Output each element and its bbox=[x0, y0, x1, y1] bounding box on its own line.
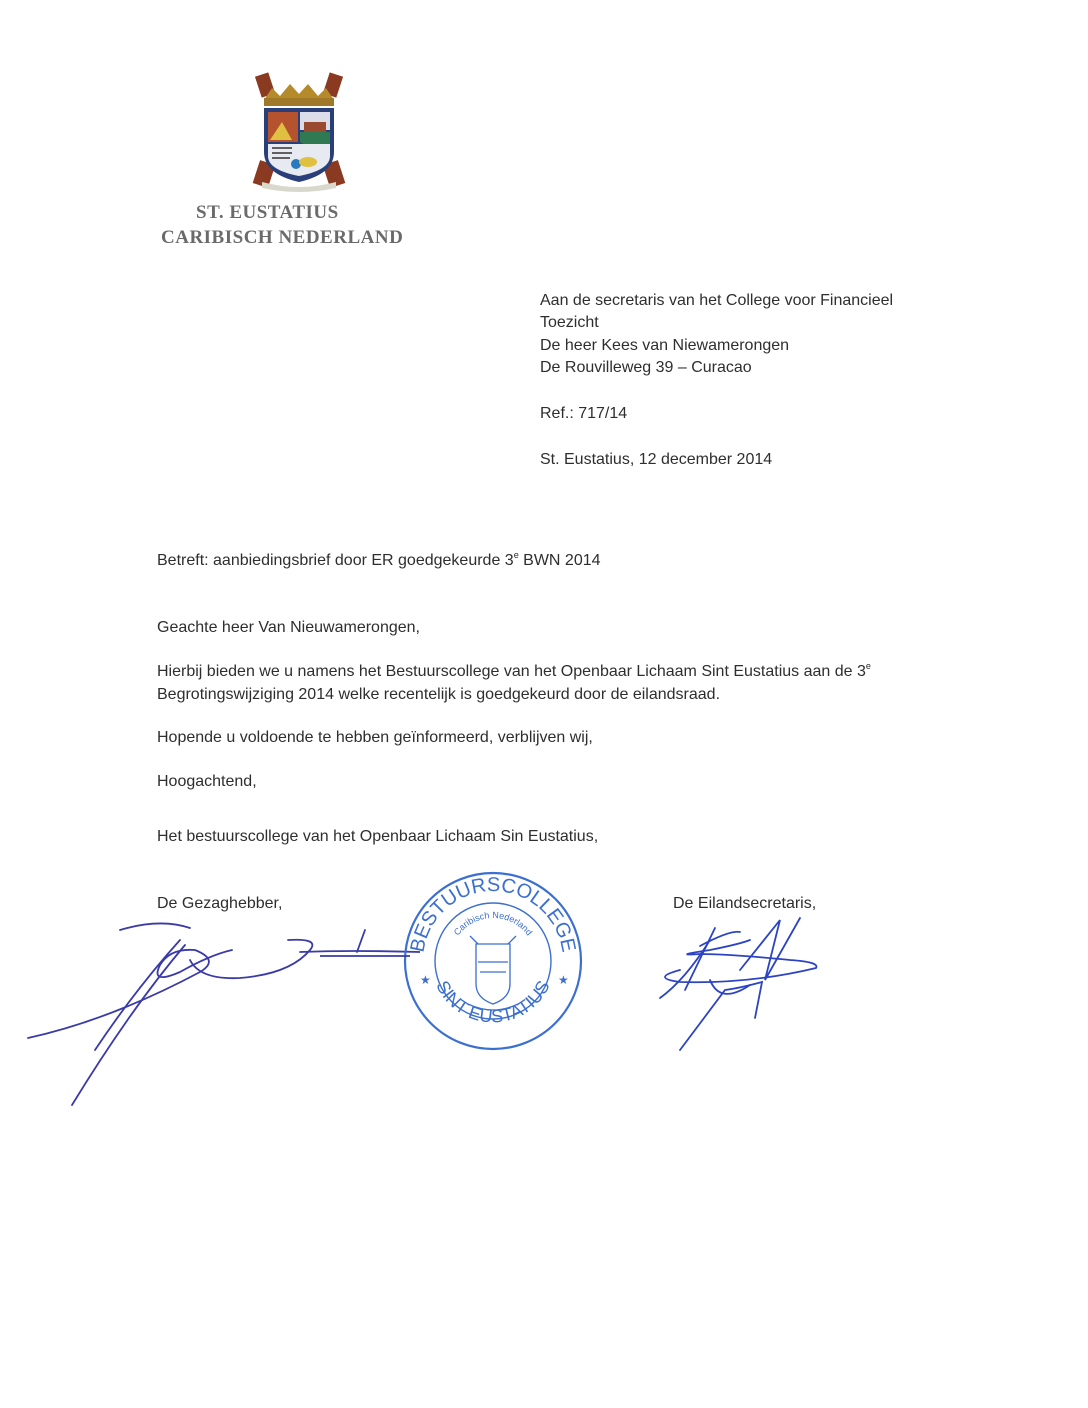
reference-number: Ref.: 717/14 bbox=[540, 405, 628, 422]
stamp-star-left-icon: ★ bbox=[420, 973, 431, 987]
subject-line bbox=[157, 550, 601, 572]
stamp-inner-text: Caribisch Nederland bbox=[451, 909, 535, 938]
body-paragraph-1-line-1 bbox=[157, 661, 871, 683]
closing: Hoogachtend, bbox=[157, 773, 257, 790]
recipient-line-1: Aan de secretaris van het College voor Financieel bbox=[540, 292, 894, 309]
body-paragraph-1-line-2: Begrotingswijziging 2014 welke recentelijk is goedgekeurd door de eilandsraad. bbox=[157, 686, 721, 703]
signature-eilandsecretaris bbox=[640, 910, 830, 1060]
signature-title-right: De Eilandsecretaris, bbox=[673, 895, 817, 912]
signatory-body: Het bestuurscollege van het Openbaar Lichaam Sin Eustatius, bbox=[157, 828, 599, 845]
official-stamp bbox=[398, 866, 588, 1056]
letterhead-line-2: CARIBISCH NEDERLAND bbox=[161, 227, 404, 248]
stamp-top-text: BESTUURSCOLLEGE bbox=[406, 873, 580, 954]
place-and-date: St. Eustatius, 12 december 2014 bbox=[540, 451, 773, 468]
body-paragraph-1-text: Hierbij bieden we u namens het Bestuurscollege van het Openbaar Lichaam Sint Eustatius aan de 3 bbox=[157, 663, 866, 680]
body-superscript: e bbox=[865, 661, 871, 671]
signature-connector-line bbox=[320, 945, 410, 949]
coat-of-arms-icon bbox=[252, 70, 347, 192]
body-paragraph-2: Hopende u voldoende te hebben geïnformeerd, verblijven wij, bbox=[157, 729, 593, 746]
recipient-line-3: De heer Kees van Niewamerongen bbox=[540, 337, 790, 354]
subject-suffix: BWN 2014 bbox=[518, 552, 601, 569]
stamp-bottom-text: SINT EUSTATIUS bbox=[432, 977, 554, 1027]
salutation: Geachte heer Van Nieuwamerongen, bbox=[157, 619, 420, 636]
stamp-star-right-icon: ★ bbox=[558, 973, 569, 987]
subject-prefix: Betreft: aanbiedingsbrief door ER goedgekeurde 3 bbox=[157, 552, 514, 569]
letterhead-line-1: ST. EUSTATIUS bbox=[196, 202, 339, 223]
signature-title-left: De Gezaghebber, bbox=[157, 895, 283, 912]
stamp-shield-icon bbox=[468, 936, 518, 1010]
subject-superscript: e bbox=[513, 550, 519, 560]
signature-gezaghebber bbox=[20, 910, 420, 1110]
recipient-line-4: De Rouvilleweg 39 – Curacao bbox=[540, 359, 752, 376]
recipient-line-2: Toezicht bbox=[540, 314, 599, 331]
